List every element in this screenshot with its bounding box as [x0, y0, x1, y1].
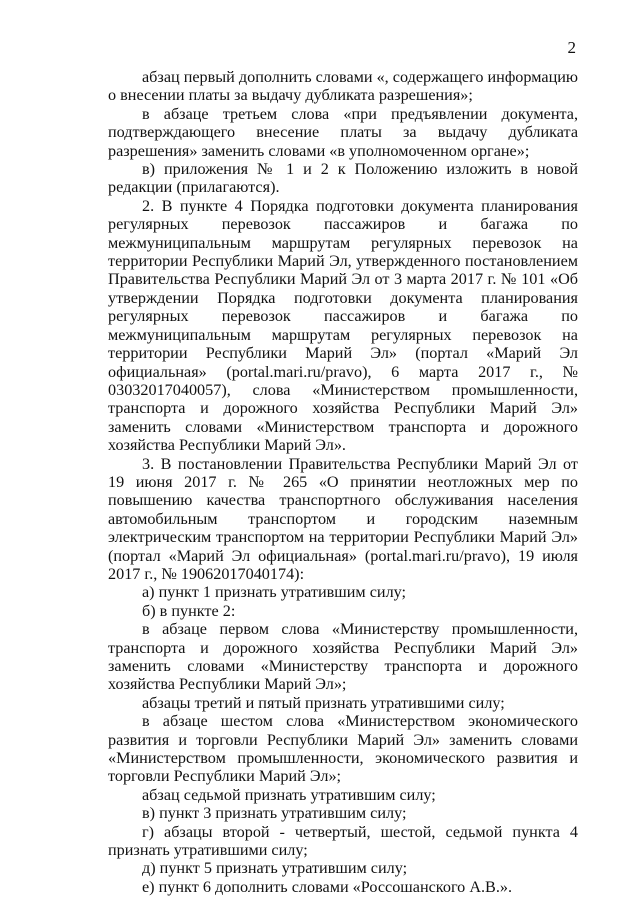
- paragraph-15: е) пункт 6 дополнить словами «Россошанского А.В.».: [142, 877, 513, 896]
- paragraph-11: абзац седьмой признать утратившим силу;: [142, 785, 436, 804]
- paragraph-14: д) пункт 5 признать утратившим силу;: [142, 859, 408, 878]
- page-number: 2: [567, 38, 576, 57]
- paragraph-9: абзацы третий и пятый признать утратившими силу;: [142, 693, 505, 712]
- paragraph-3: в) приложения № 1 и 2 к Положению изложить в новой редакции (прилагаются).: [108, 160, 578, 197]
- paragraph-1: абзац первый дополнить словами «, содержащего информацию о внесении платы за выдачу дубликата разрешения»;: [108, 68, 578, 105]
- paragraph-10: в абзаце шестом слова «Министерством экономического развития и торговли Республики Марий Эл» заменить словами «Министерством промышленности, экономического развития и торговли Республики Марий Эл»;: [108, 712, 578, 786]
- paragraph-4: 2. В пункте 4 Порядка подготовки документа планирования регулярных перевозок пассажиров и багажа по межмуниципальным маршрутам регулярных перевозок на территории Республики Марий Эл, утвержденного постановлением Правительства Республики Марий Эл от 3 марта 2017 г. № 101 «Об утверждении Порядка подготовки документа планирования регулярных перевозок пассажиров и багажа по межмуниципальным маршрутам регулярных перевозок на территории Республики Марий Эл» (портал «Марий Эл официальная» (portal.mari.ru/pravo), 6 марта 2017 г., № 03032017040057), слова «Министерством промышленности, транспорта и дорожного хозяйства Республики Марий Эл» заменить словами «Министерством транспорта и дорожного хозяйства Республики Марий Эл».: [108, 196, 578, 455]
- paragraph-8: в абзаце первом слова «Министерству промышленности, транспорта и дорожного хозяйства Республики Марий Эл» заменить словами «Министерству транспорта и дорожного хозяйства Республики Марий Эл»;: [108, 620, 578, 694]
- paragraph-2: в абзаце третьем слова «при предъявлении документа, подтверждающего внесение платы за выдачу дубликата разрешения» заменить словами «в уполномоченном органе»;: [108, 104, 578, 160]
- paragraph-12: в) пункт 3 признать утратившим силу;: [142, 804, 407, 823]
- paragraph-6: а) пункт 1 признать утратившим силу;: [142, 583, 407, 602]
- document-body: [108, 68, 578, 896]
- paragraph-5: 3. В постановлении Правительства Республики Марий Эл от 19 июня 2017 г. № 265 «О принятии неотложных мер по повышению качества транспортного обслуживания населения автомобильным транспортом и городским наземным электрическим транспортом на территории Республики Марий Эл» (портал «Марий Эл официальная» (portal.mari.ru/pravo), 19 июля 2017 г., № 19062017040174):: [108, 454, 578, 583]
- paragraph-7: б) в пункте 2:: [142, 601, 236, 620]
- paragraph-13: г) абзацы второй - четвертый, шестой, седьмой пункта 4 признать утратившими силу;: [108, 822, 578, 860]
